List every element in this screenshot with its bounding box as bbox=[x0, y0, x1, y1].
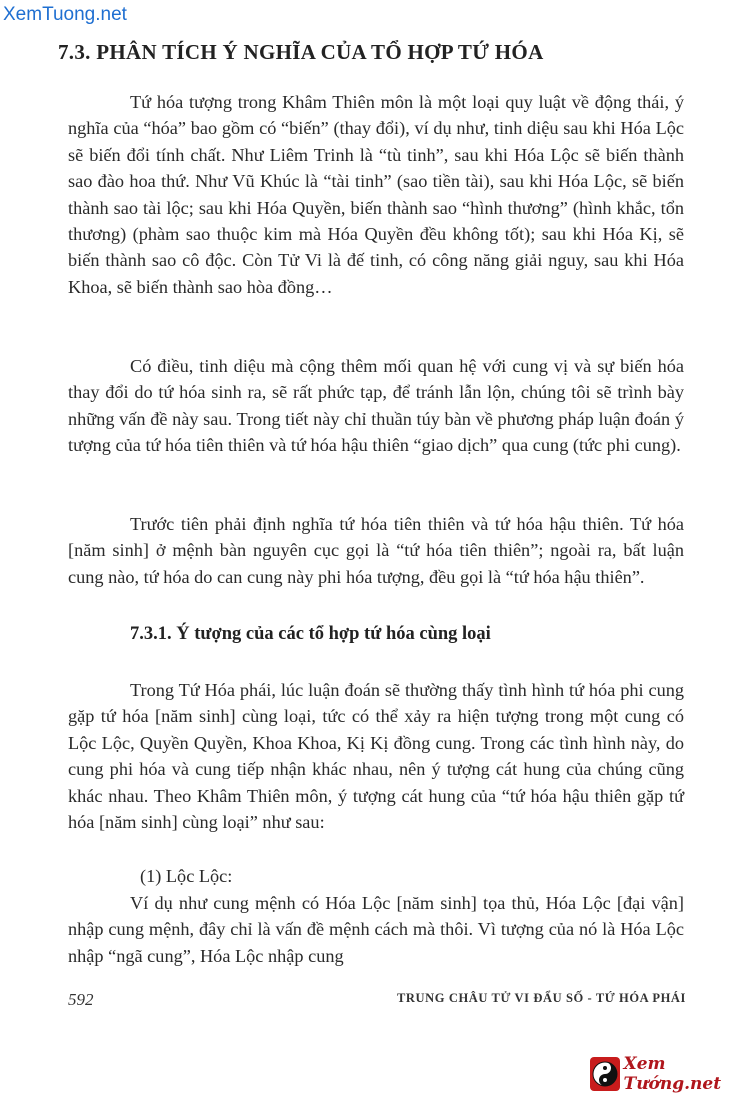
paragraph-3 bbox=[68, 511, 684, 590]
logo-text: Xem Tướng.net bbox=[623, 1054, 722, 1094]
paragraph-4-text: Trong Tứ Hóa phái, lúc luận đoán sẽ thường thấy tình hình tứ hóa phi cung gặp tứ hóa [năm sinh] cùng loại, tức có thể xảy ra hiện tượng trong một cung có Lộc Lộc, Quyền Quyền, Khoa Khoa, Kị Kị đồng cung. Trong các tình hình này, do cung phi hóa và cung tiếp nhận khác nhau, nên ý tượng cát hung của chúng cũng khác nhau. Theo Khâm Thiên môn, ý tượng cát hung của “tứ hóa hậu thiên gặp tứ hóa [năm sinh] cùng loại” như sau: bbox=[68, 680, 684, 833]
paragraph-2 bbox=[68, 353, 684, 459]
paragraph-1-text: Tứ hóa tượng trong Khâm Thiên môn là một loại quy luật về động thái, ý nghĩa của “hóa” bao gồm có “biến” (thay đổi), ví dụ như, tinh diệu sau khi Hóa Lộc sẽ biến đổi tính chất. Như Liêm Trinh là “tù tinh”, sau khi Hóa Lộc sẽ biến thành sao đào hoa thứ. Như Vũ Khúc là “tài tinh” (sao tiền tài), sau khi Hóa Lộc, sẽ biến thành sao tài lộc; sau khi Hóa Quyền, biến thành sao “hình thương” (hình khắc, tổn thương) (phàm sao thuộc kim mà Hóa Quyền đều không tốt); sau khi Hóa Kị, sẽ biến thành sao cô độc. Còn Tử Vi là đế tinh, có công năng giải nguy, sau khi Hóa Khoa, sẽ biến thành sao hòa đồng… bbox=[68, 92, 684, 297]
paragraph-5 bbox=[68, 890, 684, 969]
running-footer: TRUNG CHÂU TỬ VI ĐẨU SỐ - TỨ HÓA PHÁI bbox=[396, 991, 686, 1005]
paragraph-4 bbox=[68, 677, 684, 835]
subsection-title: 7.3.1. Ý tượng của các tổ hợp tứ hóa cùng loại bbox=[130, 624, 491, 644]
paragraph-1 bbox=[68, 89, 684, 300]
page-number: 592 bbox=[68, 990, 94, 1009]
watermark-top: XemTuong.net bbox=[3, 4, 127, 25]
yin-yang-icon bbox=[590, 1057, 620, 1091]
site-logo bbox=[590, 1052, 750, 1096]
paragraph-2-text: Có điều, tinh diệu mà cộng thêm mối quan hệ với cung vị và sự biến hóa thay đổi do tứ hóa sinh ra, sẽ rất phức tạp, để tránh lẫn lộn, chúng tôi sẽ trình bày những vấn đề này sau. Trong tiết này chỉ thuần túy bàn về phương pháp luận đoán ý tượng của tứ hóa tiên thiên và tứ hóa hậu thiên “giao dịch” qua cung (tức phi cung). bbox=[68, 356, 684, 456]
section-title: 7.3. PHÂN TÍCH Ý NGHĨA CỦA TỔ HỢP TỨ HÓA bbox=[58, 40, 544, 64]
paragraph-5-text: Ví dụ như cung mệnh có Hóa Lộc [năm sinh] tọa thủ, Hóa Lộc [đại vận] nhập cung mệnh, đây chỉ là vấn đề mệnh cách mà thôi. Vì tượng của nó là Hóa Lộc nhập “ngã cung”, Hóa Lộc nhập cung bbox=[68, 893, 684, 966]
paragraph-3-text: Trước tiên phải định nghĩa tứ hóa tiên thiên và tứ hóa hậu thiên. Tứ hóa [năm sinh] ở mệnh bàn nguyên cục gọi là “tứ hóa tiên thiên”; ngoài ra, bất luận cung nào, tứ hóa do can cung này phi hóa tượng, đều gọi là “tứ hóa hậu thiên”. bbox=[68, 514, 684, 587]
list-item-label: (1) Lộc Lộc: bbox=[140, 866, 233, 886]
